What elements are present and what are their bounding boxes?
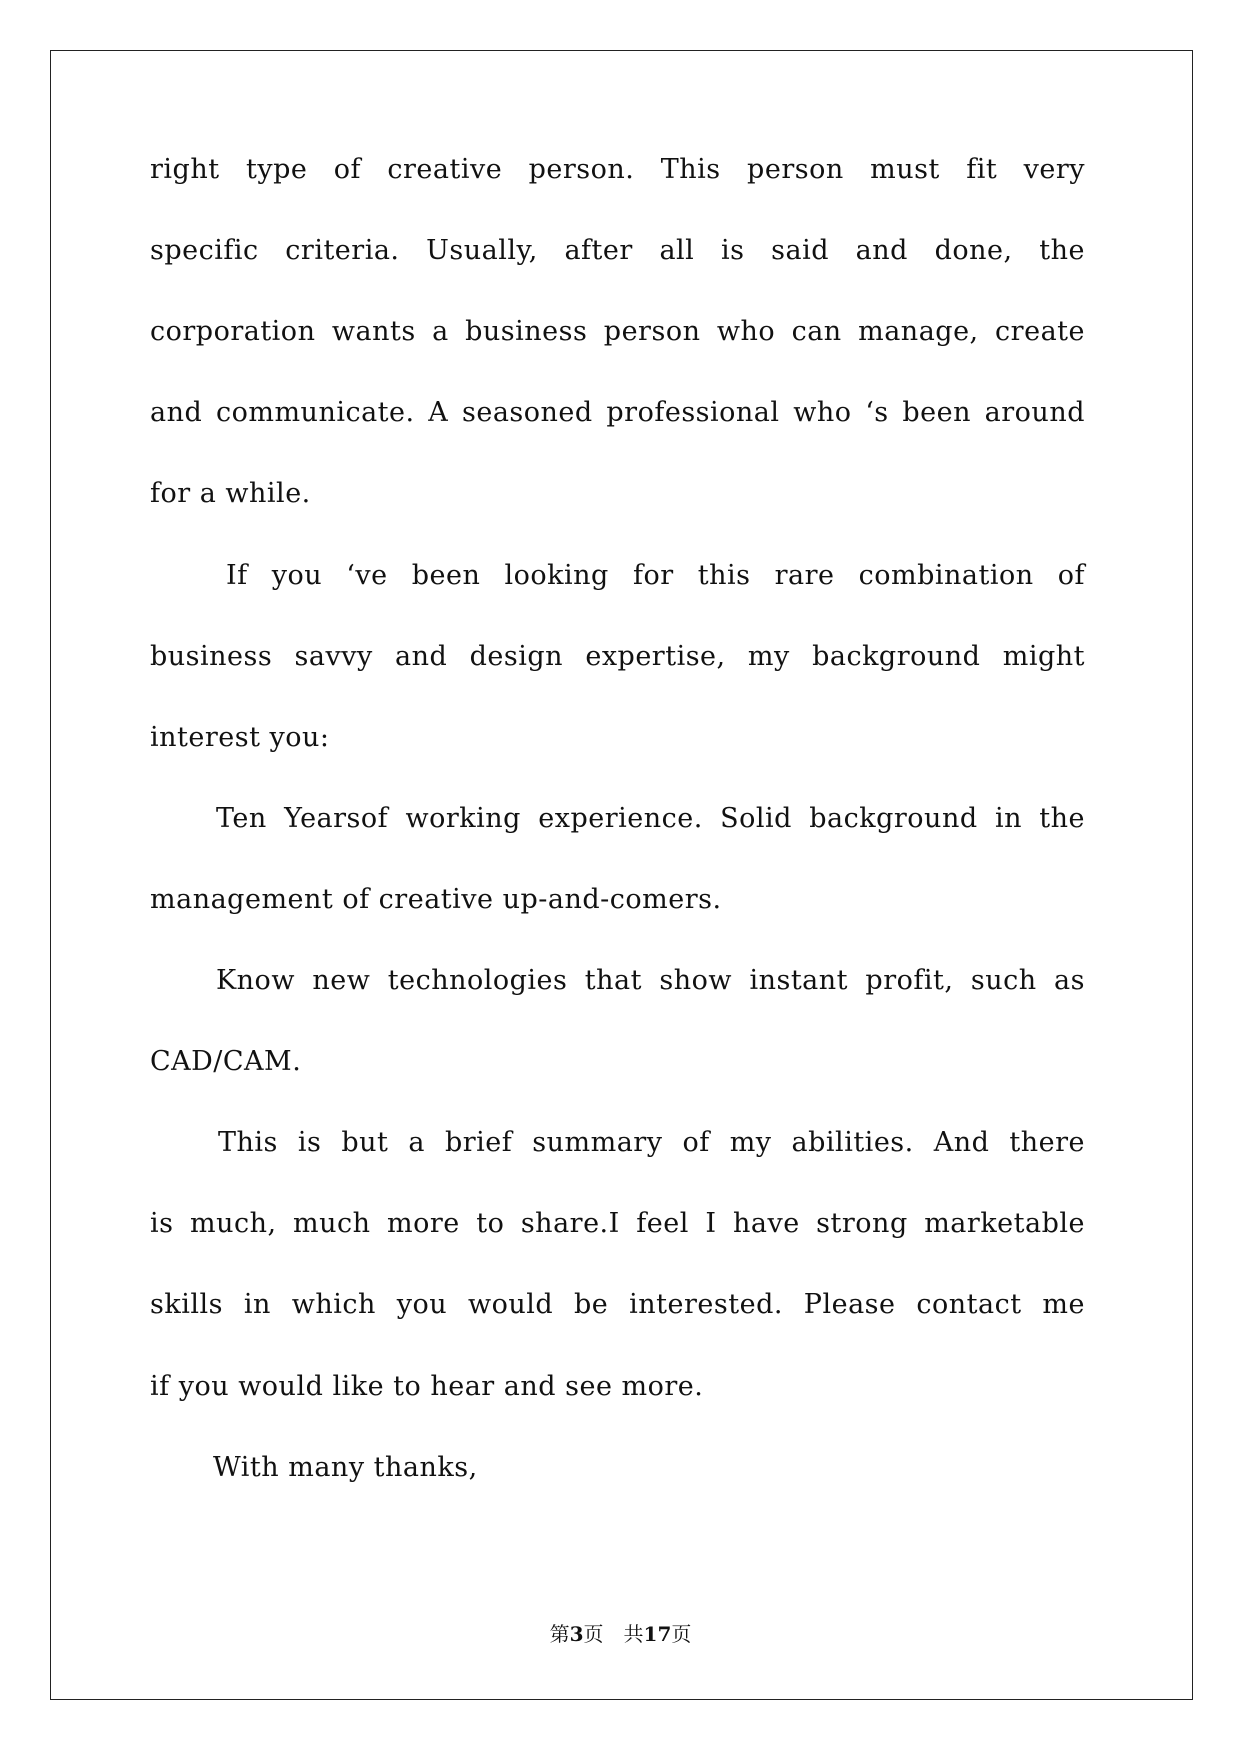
text-line: interest you:: [150, 721, 330, 753]
text-line: Ten Yearsof working experience. Solid background in the: [216, 802, 1085, 834]
footer-total-prefix: 共: [623, 1622, 644, 1646]
text-line: is much, much more to share.I feel I have strong marketable: [150, 1208, 1085, 1240]
text-line: right type of creative person. This person must fit very: [150, 154, 1085, 185]
text-line: Know new technologies that show instant profit, such as: [216, 965, 1085, 996]
text-line: for a while.: [150, 478, 311, 510]
footer-suffix: 页: [583, 1622, 604, 1646]
page-footer: [0, 1618, 1241, 1647]
text-line: specific criteria. Usually, after all is said and done, the: [150, 235, 1085, 267]
footer-total-pages: 17: [643, 1622, 672, 1646]
footer-prefix: 第: [549, 1622, 570, 1646]
text-line: This is but a brief summary of my abilities. And there: [218, 1127, 1085, 1159]
text-line: management of creative up-and-comers.: [150, 883, 722, 915]
text-line: With many thanks,: [213, 1451, 478, 1483]
footer-page-number: 3: [569, 1622, 584, 1646]
text-line: if you would like to hear and see more.: [150, 1370, 704, 1402]
text-line: business savvy and design expertise, my background might: [150, 640, 1085, 672]
text-line: skills in which you would be interested. Please contact me: [150, 1289, 1085, 1321]
text-line: If you ‘ve been looking for this rare combination of: [226, 559, 1085, 591]
footer-total-suffix: 页: [671, 1622, 692, 1646]
text-line: CAD/CAM.: [150, 1046, 302, 1078]
text-line: and communicate. A seasoned professional who ‘s been around: [150, 397, 1085, 429]
text-line: corporation wants a business person who can manage, create: [150, 316, 1085, 348]
